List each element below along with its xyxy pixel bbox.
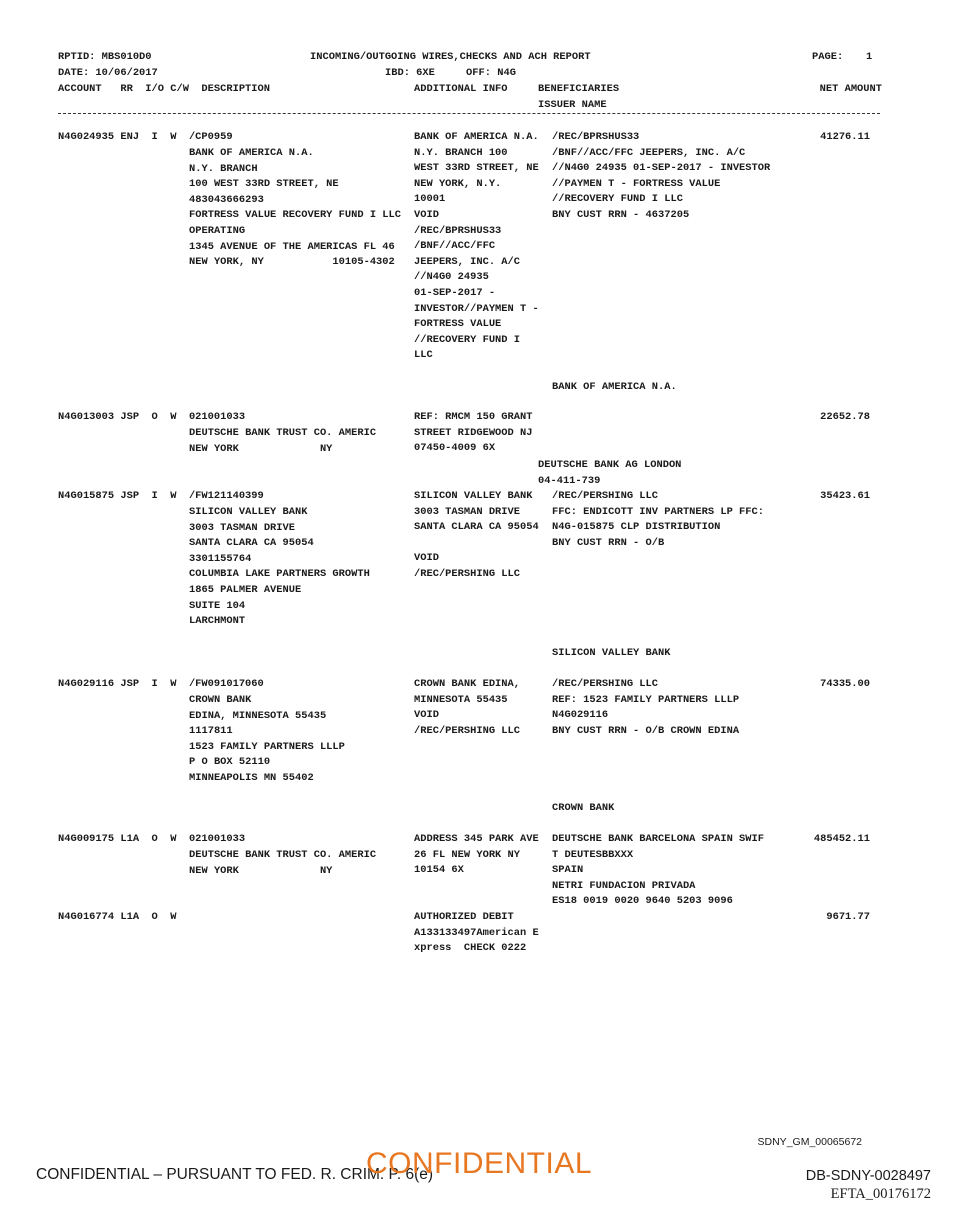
entry-additional-info: CROWN BANK EDINA, MINNESOTA 55435 VOID /REC/PERSHING LLC: [414, 678, 521, 737]
entry-net-amount: 74335.00: [820, 678, 870, 690]
ibd-office: IBD: 6XE OFF: N4G: [385, 67, 516, 79]
entry-beneficiaries: /REC/BPRSHUS33 /BNF//ACC/FFC JEEPERS, INC. A/C //N4G0 24935 01-SEP-2017 - INVESTOR //PAYMEN T - FORTRESS VALUE //RECOVERY FUND I LLC BNY CUST RRN - 4637205: [552, 131, 771, 221]
report-title: INCOMING/OUTGOING WIRES,CHECKS AND ACH REPORT: [310, 51, 591, 63]
entry-account: N4G024935 ENJ I W /CP0959: [58, 131, 233, 143]
entry-net-amount: 35423.61: [820, 490, 870, 502]
entry-account: N4G013003 JSP O W 021001033: [58, 411, 246, 423]
confidential-stamp: CONFIDENTIAL: [366, 1147, 593, 1180]
entry-issuer: BANK OF AMERICA N.A.: [552, 381, 677, 393]
entry-beneficiaries: /REC/PERSHING LLC FFC: ENDICOTT INV PARTNERS LP FFC: N4G-015875 CLP DISTRIBUTION BNY CUST RRN - O/B: [552, 490, 765, 549]
column-header-beneficiaries: BENEFICIARIES: [538, 83, 620, 95]
report-date: DATE: 10/06/2017: [58, 67, 158, 79]
column-header-account: ACCOUNT RR I/O C/W DESCRIPTION: [58, 83, 271, 95]
entry-account: N4G029116 JSP I W /FW091017060: [58, 678, 264, 690]
entry-description: DEUTSCHE BANK TRUST CO. AMERIC NEW YORK NY: [189, 849, 377, 877]
entry-additional-info: SILICON VALLEY BANK 3003 TASMAN DRIVE SANTA CLARA CA 95054 VOID /REC/PERSHING LLC: [414, 490, 539, 580]
entry-additional-info: REF: RMCM 150 GRANT STREET RIDGEWOOD NJ 07450-4009 6X: [414, 411, 533, 455]
column-header-additional-info: ADDITIONAL INFO: [414, 83, 508, 95]
entry-description: SILICON VALLEY BANK 3003 TASMAN DRIVE SANTA CLARA CA 95054 3301155764 COLUMBIA LAKE PARTNERS GROWTH 1865 PALMER AVENUE SUITE 104 LARCHMONT: [189, 506, 370, 628]
entry-account: N4G009175 L1A O W 021001033: [58, 833, 246, 845]
column-header-issuer: ISSUER NAME: [538, 99, 607, 111]
entry-net-amount: 485452.11: [813, 833, 870, 845]
entry-beneficiaries: DEUTSCHE BANK BARCELONA SPAIN SWIF T DEUTESBBXXX SPAIN NETRI FUNDACION PRIVADA ES18 0019 0020 9640 5203 9096: [552, 833, 765, 908]
entry-net-amount: 41276.11: [820, 131, 870, 143]
entry-net-amount: 22652.78: [820, 411, 870, 423]
entry-additional-info: BANK OF AMERICA N.A. N.Y. BRANCH 100 WEST 33RD STREET, NE NEW YORK, N.Y. 10001 VOID /REC/BPRSHUS33 /BNF//ACC/FFC JEEPERS, INC. A/C //N4G0 24935 01-SEP-2017 - INVESTOR//PAYMEN T - FORTRESS VALUE //RECOVERY FUND I LLC: [414, 131, 539, 362]
sdny-gm-bates: SDNY_GM_00065672: [757, 1136, 862, 1148]
entry-issuer: CROWN BANK: [552, 802, 615, 814]
column-header-net-amount: NET AMOUNT: [819, 83, 882, 95]
entry-additional-info: ADDRESS 345 PARK AVE 26 FL NEW YORK NY 10154 6X: [414, 833, 539, 877]
db-sdny-bates: DB-SDNY-0028497: [805, 1168, 931, 1184]
entry-issuer: SILICON VALLEY BANK: [552, 647, 671, 659]
entry-description: DEUTSCHE BANK TRUST CO. AMERIC NEW YORK NY: [189, 427, 377, 455]
entry-description: BANK OF AMERICA N.A. N.Y. BRANCH 100 WEST 33RD STREET, NE 483043666293 FORTRESS VALUE RECOVERY FUND I LLC OPERATING 1345 AVENUE OF THE AMERICAS FL 46 NEW YORK, NY 10105-4302: [189, 147, 402, 269]
header-divider: [58, 113, 880, 114]
entry-net-amount: 9671.77: [826, 911, 870, 923]
entry-issuer: DEUTSCHE BANK AG LONDON 04-411-739: [538, 459, 682, 487]
efta-bates: EFTA_00176172: [830, 1186, 931, 1202]
entry-additional-info: AUTHORIZED DEBIT A133133497American E xpress CHECK 0222: [414, 911, 539, 955]
page-number: 1: [866, 51, 873, 63]
page-label: PAGE:: [812, 51, 844, 63]
entry-description: CROWN BANK EDINA, MINNESOTA 55435 1117811 1523 FAMILY PARTNERS LLLP P O BOX 52110 MINNEAPOLIS MN 55402: [189, 694, 345, 784]
report-id: RPTID: MBS010D0: [58, 51, 152, 63]
entry-account: N4G016774 L1A O W: [58, 911, 177, 923]
confidential-notice: CONFIDENTIAL – PURSUANT TO FED. R. CRIM. P. 6(e): [36, 1166, 434, 1183]
entry-beneficiaries: /REC/PERSHING LLC REF: 1523 FAMILY PARTNERS LLLP N4G029116 BNY CUST RRN - O/B CROWN EDINA: [552, 678, 740, 737]
entry-account: N4G015875 JSP I W /FW121140399: [58, 490, 264, 502]
